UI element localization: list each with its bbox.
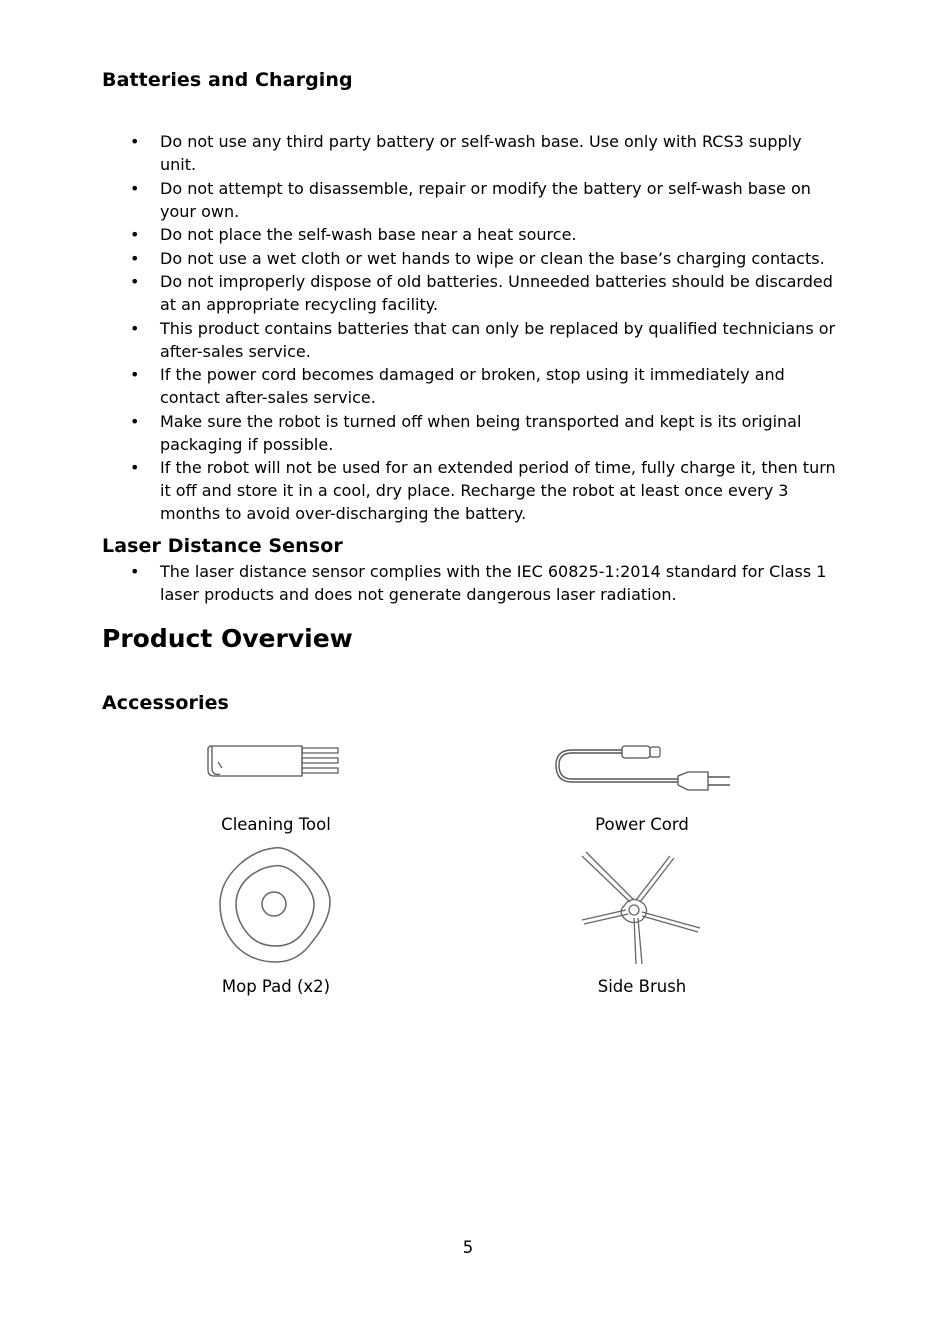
power-cord-label: Power Cord: [595, 815, 689, 834]
list-item: • If the robot will not be used for an extended period of time, fully charge it, then turn it off and store it in a cool, dry place. Recharge the robot at least once every 3 months to avoid over-discharging the battery.: [0, 456, 840, 525]
list-item: • If the power cord becomes damaged or broken, stop using it immediately and contact after-sales service.: [0, 363, 840, 409]
side-brush-icon: [572, 850, 707, 968]
power-cord-icon: [550, 732, 740, 800]
accessories-heading: Accessories: [102, 692, 229, 714]
batteries-list: [0, 130, 950, 526]
page-number: 5: [462, 1238, 474, 1257]
list-item: • Do not use any third party battery or self-wash base. Use only with RCS3 supply unit.: [0, 130, 840, 176]
laser-list: [0, 560, 950, 607]
list-item: • The laser distance sensor complies with the IEC 60825-1:2014 standard for Class 1 laser products and does not generate dangerous laser radiation.: [0, 560, 840, 606]
list-item: • This product contains batteries that can only be replaced by qualified technicians or after-sales service.: [0, 317, 840, 363]
list-item: • Make sure the robot is turned off when being transported and kept is its original packaging if possible.: [0, 410, 840, 456]
mop-pad-icon: [212, 842, 342, 970]
mop-pad-label: Mop Pad (x2): [221, 977, 331, 996]
cleaning-tool-icon: [200, 738, 350, 788]
batteries-heading: Batteries and Charging: [102, 69, 353, 91]
list-item: • Do not improperly dispose of old batteries. Unneeded batteries should be discarded at an appropriate recycling facility.: [0, 270, 840, 316]
side-brush-label: Side Brush: [597, 977, 687, 996]
product-overview-heading: Product Overview: [102, 624, 353, 653]
list-item: • Do not use a wet cloth or wet hands to wipe or clean the base’s charging contacts.: [0, 247, 840, 270]
list-item: • Do not attempt to disassemble, repair or modify the battery or self-wash base on your own.: [0, 177, 840, 223]
list-item: • Do not place the self-wash base near a heat source.: [0, 223, 840, 246]
laser-heading: Laser Distance Sensor: [102, 535, 343, 557]
cleaning-tool-label: Cleaning Tool: [221, 815, 331, 834]
